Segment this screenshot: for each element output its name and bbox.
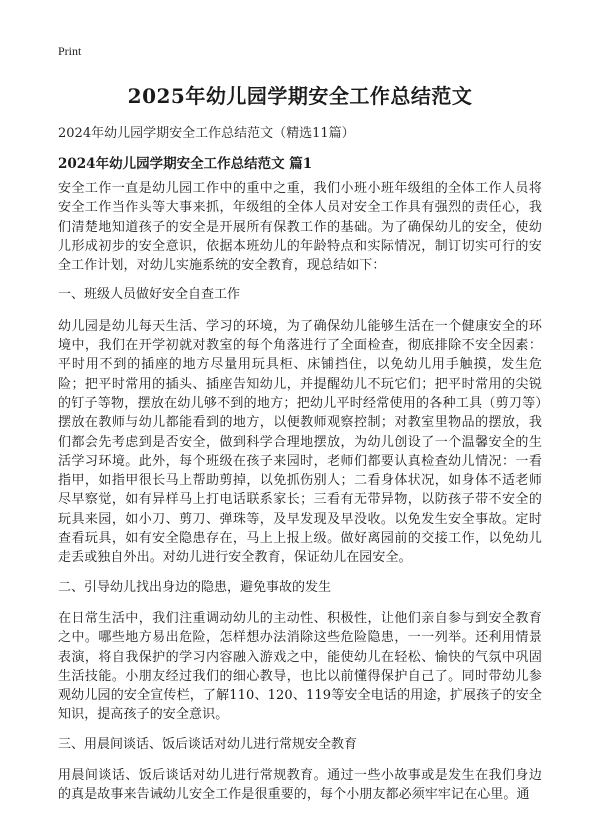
page-title: 2025年幼儿园学期安全工作总结范文 — [127, 84, 473, 108]
heading-section-2: 二、引导幼儿找出身边的隐患，避免事故的发生 — [58, 579, 332, 595]
paragraph-section-2: 在日常生活中，我们注重调动幼儿的主动性、积极性，让他们亲自参与到安全教育之中。哪些地方易出危险，怎样想办法消除这些危险隐患，一一列举。还利用情景表演，将自我保护的学习内容融入游戏之中，能使幼儿在轻松、愉快的气氛中巩固生活技能。小朋友经过我们的细心教导，也比以前懂得保护自己了。同时带幼儿参观幼儿园的安全宣传栏，了解110、120、119等安全电话的用途，扩展孩子的安全知识，提高孩子的安全意识。 — [58, 610, 542, 723]
document-subtitle: 2024年幼儿园学期安全工作总结范文（精选11篇） — [58, 126, 355, 141]
heading-section-1: 一、班级人员做好安全自查工作 — [58, 287, 241, 303]
print-link[interactable]: Print — [58, 44, 82, 58]
paragraph-intro: 安全工作一直是幼儿园工作中的重中之重，我们小班小班年级组的全体工作人员将安全工作当作头等大事来抓，年级组的全体人员对安全工作具有强烈的责任心，我们清楚地知道孩子的安全是开展所有保教工作的基础。为了确保幼儿的安全，使幼儿形成初步的安全意识，依据本班幼儿的年龄特点和实际情况，制订切实可行的安全工作计划，对幼儿实施系统的安全教育，现总结如下： — [58, 181, 542, 274]
paragraph-section-3: 用晨间谈话、饭后谈话对幼儿进行常规教育。通过一些小故事或是发生在我们身边的真是故事来告诫幼儿安全工作是很重要的，每个小朋友都必须牢牢记在心里。通 — [58, 768, 542, 803]
heading-section-3: 三、用晨间谈话、饭后谈话对幼儿进行常规安全教育 — [58, 736, 358, 752]
article-body — [58, 179, 542, 815]
section-title: 2024年幼儿园学期安全工作总结范文 篇1 — [58, 156, 313, 172]
paragraph-section-1: 幼儿园是幼儿每天生活、学习的环境，为了确保幼儿能够生活在一个健康安全的环境中，我们在开学初就对教室的每个角落进行了全面检查，彻底排除不安全因素：平时用不到的插座的地方尽量用玩具柜、床铺挡住，以免幼儿用手触摸，发生危险；把平时常用的插头、插座告知幼儿，并提醒幼儿不玩它们；把平时常用的尖锐的钉子等物，摆放在幼儿够不到的地方；把幼儿平时经常使用的各种工具（剪刀等）摆放在教师与幼儿都能看到的地方，以便教师观察控制；对教室里物品的摆放，我们都会先考虑到是否安全，做到科学合理地摆放，为幼儿创设了一个温馨安全的生活学习环境。此外，每个班级在孩子来园时，老师们都要认真检查幼儿情况：一看指甲，如指甲很长马上帮助剪掉，以免抓伤别人；二看身体状况，如身体不适老师尽早察觉，如有异样马上打电话联系家长；三看有无带异物，以防孩子带不安全的玩具来园，如小刀、剪刀、弹珠等，及早发现及早没收。以免发生安全事故。定时查看玩具，如有安全隐患存在，马上上报上级。做好离园前的交接工作，以免幼儿走丢或独自外出。对幼儿进行安全教育，保证幼儿在园安全。 — [58, 318, 542, 566]
